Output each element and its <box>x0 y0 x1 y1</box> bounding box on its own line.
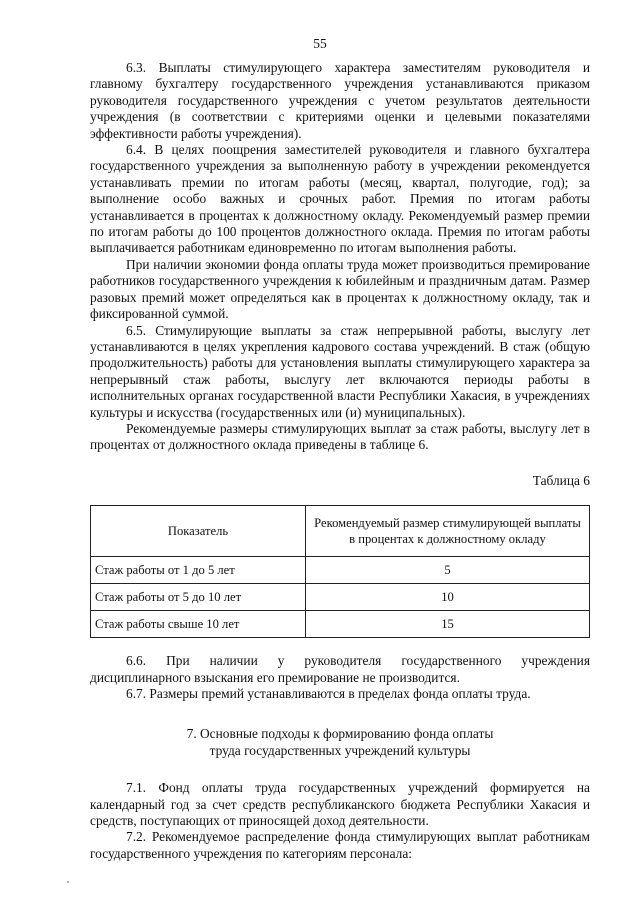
scan-dot-mark <box>66 880 70 884</box>
row-label: Стаж работы свыше 10 лет <box>91 611 306 638</box>
page-number: 55 <box>313 36 327 51</box>
row-value: 10 <box>306 584 590 611</box>
paragraph-table-intro: Рекомендуемые размеры стимулирующих выплат за стаж работы, выслугу лет в процентах от должностного оклада приведены в таблице 6. <box>90 420 590 453</box>
row-label: Стаж работы от 1 до 5 лет <box>91 557 306 584</box>
paragraph-6-7: 6.7. Размеры премий устанавливаются в пределах фонда оплаты труда. <box>126 685 531 701</box>
paragraph-6-3: 6.3. Выплаты стимулирующего характера заместителям руководителя и главному бухгалтеру государственного учреждения устанавливаются приказом руководителя государственного учреждения с учетом результатов деятельности учреждения (в соответствии с критериями оценки и целевыми показателями эффективности работы учреждения). <box>90 60 590 141</box>
section-title-line-1: 7. Основные подходы к формированию фонда оплаты <box>186 726 494 742</box>
paragraph-6-6: 6.6. При наличии у руководителя государственного учреждения дисциплинарного взыскания его премирование не производится. <box>90 653 590 685</box>
paragraph-6-5: 6.5. Стимулирующие выплаты за стаж непрерывной работы, выслугу лет устанавливаются в целях укрепления кадрового состава учреждений. В стаж (общую продолжительность) работы для установления выплаты стимулирующего характера за непрерывный стаж работы, выслугу лет включаются периоды работы в исполнительных органах государственной власти Республики Хакасия, в учреждениях культуры и искусства (государственных или (и) муниципальных). <box>90 322 590 420</box>
table-caption: Таблица 6 <box>532 472 590 488</box>
paragraph-bonus-savings: При наличии экономии фонда оплаты труда может производиться премирование работников государственного учреждения к юбилейным и праздничным датам. Размер разовых премий может определяться как в процентах к должностному окладу, так и фиксированной суммой. <box>90 256 590 322</box>
paragraph-7-1: 7.1. Фонд оплаты труда государственных учреждений формируется на календарный год за счет средств республиканского бюджета Республики Хакасия и средств, поступающих от приносящей доход деятельности. <box>90 780 590 828</box>
table-row <box>91 584 590 611</box>
paragraph-6-4: 6.4. В целях поощрения заместителей руководителя и главного бухгалтера государственного учреждения за выполненную работу в учреждении рекомендуется устанавливать премии по итогам работы (месяц, квартал, полугодие, год); за выполнение особо важных и срочных работ. Премия по итогам работы устанавливается в процентах к должностному окладу. Рекомендуемый размер премии по итогам работы до 100 процентов должностного оклада. Премия по итогам работы выплачивается работникам единовременно по итогам выполнения работы. <box>90 142 590 256</box>
table-header-row <box>91 506 590 557</box>
row-value: 5 <box>306 557 590 584</box>
header-recommended-size: Рекомендуемый размер стимулирующей выплаты в процентах к должностному окладу <box>306 506 590 557</box>
row-value: 15 <box>306 611 590 638</box>
section-7-title <box>90 726 590 759</box>
table-row <box>91 557 590 584</box>
seniority-table <box>90 505 590 638</box>
section-title-line-2: труда государственных учреждений культуры <box>209 742 471 758</box>
row-label: Стаж работы от 5 до 10 лет <box>91 584 306 611</box>
document-body <box>90 60 590 862</box>
table-row <box>91 611 590 638</box>
after-table-block <box>90 653 590 702</box>
paragraph-7-2: 7.2. Рекомендуемое распределение фонда стимулирующих выплат работникам государственного учреждения по категориям персонала: <box>90 829 590 861</box>
header-indicator: Показатель <box>91 506 306 557</box>
